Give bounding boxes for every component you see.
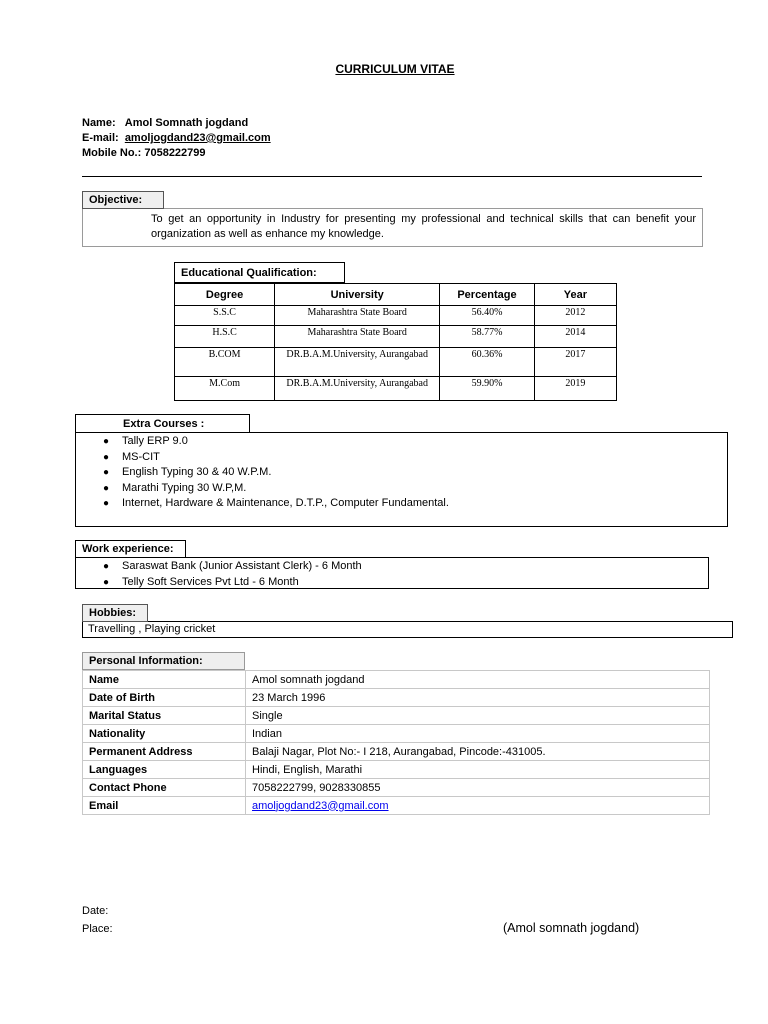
- work-experience-box: [75, 557, 709, 589]
- list-item: ● Marathi Typing 30 W.P,M.: [76, 481, 716, 497]
- education-col-year: Year: [534, 284, 616, 306]
- table-row: [83, 671, 710, 689]
- hobbies-box: [82, 621, 733, 638]
- list-item: ● MS-CIT: [76, 450, 716, 466]
- field-label: Contact Phone: [83, 779, 246, 797]
- bullet-icon: ●: [103, 467, 110, 478]
- field-value: Indian: [246, 725, 710, 743]
- name-label: Name:: [82, 117, 116, 129]
- table-row: [83, 743, 710, 761]
- bullet-icon: ●: [103, 498, 110, 509]
- field-label: Nationality: [83, 725, 246, 743]
- table-cell: 59.90%: [440, 377, 535, 401]
- email-link[interactable]: amoljogdand23@gmail.com: [252, 799, 389, 812]
- field-label: Name: [83, 671, 246, 689]
- personal-info-label: Personal Information:: [82, 652, 245, 670]
- contact-mobile-line: [82, 146, 206, 161]
- education-header-row: [175, 284, 617, 306]
- extra-courses-label: Extra Courses :: [75, 414, 250, 433]
- list-item: ● Internet, Hardware & Maintenance, D.T.P., Computer Fundamental.: [76, 496, 716, 512]
- date-label: Date:: [82, 905, 109, 917]
- table-cell: DR.B.A.M.University, Aurangabad: [275, 377, 440, 401]
- field-label: Marital Status: [83, 707, 246, 725]
- education-col-percentage: Percentage: [440, 284, 535, 306]
- table-row: [83, 797, 710, 815]
- email-label: E-mail:: [82, 132, 119, 144]
- objective-text: To get an opportunity in Industry for presenting my professional and technical skills that can benefit your organization as well as enhance my knowledge.: [151, 213, 696, 240]
- table-row: [175, 306, 617, 326]
- table-row: [83, 725, 710, 743]
- table-cell: 58.77%: [440, 326, 535, 348]
- table-cell: 2017: [534, 348, 616, 377]
- education-col-degree: Degree: [175, 284, 275, 306]
- field-value: 7058222799, 9028330855: [246, 779, 710, 797]
- field-value: Hindi, English, Marathi: [246, 761, 710, 779]
- mobile-value: 7058222799: [144, 147, 206, 159]
- contact-name-line: [82, 116, 248, 131]
- education-label: Educational Qualification:: [174, 262, 345, 283]
- list-item: ● Tally ERP 9.0: [76, 434, 716, 450]
- field-label: Permanent Address: [83, 743, 246, 761]
- table-cell: B.COM: [175, 348, 275, 377]
- work-experience-list: [76, 559, 696, 590]
- field-label: Languages: [83, 761, 246, 779]
- bullet-icon: ●: [103, 482, 110, 494]
- bullet-icon: ●: [103, 451, 110, 463]
- signature: (Amol somnath jogdand): [503, 921, 640, 935]
- list-item: ● Telly Soft Services Pvt Ltd - 6 Month: [76, 575, 696, 591]
- table-cell: M.Com: [175, 377, 275, 401]
- mobile-label: Mobile No.:: [82, 147, 142, 159]
- field-value: 23 March 1996: [246, 689, 710, 707]
- table-row: [83, 707, 710, 725]
- table-cell: Maharashtra State Board: [275, 306, 440, 326]
- table-cell: S.S.C: [175, 306, 275, 326]
- education-col-university: University: [275, 284, 440, 306]
- hobbies-text: Travelling , Playing cricket: [88, 623, 216, 635]
- work-experience-label: Work experience:: [75, 540, 186, 558]
- table-row: [83, 761, 710, 779]
- field-value: Single: [246, 707, 710, 725]
- bullet-icon: ●: [103, 561, 110, 572]
- list-item: ● English Typing 30 & 40 W.P.M.: [76, 465, 716, 481]
- table-row: [175, 326, 617, 348]
- personal-info-table: [82, 670, 710, 815]
- table-cell: 2012: [534, 306, 616, 326]
- field-label: Email: [83, 797, 246, 815]
- list-item: ● Saraswat Bank (Junior Assistant Clerk) - 6 Month: [76, 559, 696, 575]
- bullet-icon: ●: [103, 436, 110, 447]
- table-cell: 2019: [534, 377, 616, 401]
- table-row: [83, 779, 710, 797]
- education-table: [174, 283, 617, 401]
- objective-box: [82, 208, 703, 247]
- field-value: Amol somnath jogdand: [246, 671, 710, 689]
- table-cell: Maharashtra State Board: [275, 326, 440, 348]
- table-cell: 2014: [534, 326, 616, 348]
- table-cell: 60.36%: [440, 348, 535, 377]
- field-label: Date of Birth: [83, 689, 246, 707]
- hobbies-label: Hobbies:: [82, 604, 148, 622]
- email-value[interactable]: amoljogdand23@gmail.com: [124, 132, 271, 144]
- table-cell: 56.40%: [440, 306, 535, 326]
- table-cell: DR.B.A.M.University, Aurangabad: [275, 348, 440, 377]
- bullet-icon: ●: [103, 576, 110, 588]
- table-row: [83, 689, 710, 707]
- header-divider: [82, 176, 702, 177]
- field-value: [246, 797, 710, 815]
- field-value: Balaji Nagar, Plot No:- I 218, Aurangabad, Pincode:-431005.: [246, 743, 710, 761]
- place-label: Place:: [82, 923, 113, 935]
- name-value: Amol Somnath jogdand: [124, 117, 249, 129]
- contact-email-line: [82, 131, 271, 146]
- page-title: CURRICULUM VITAE: [335, 62, 455, 76]
- table-cell: H.S.C: [175, 326, 275, 348]
- table-row: [175, 348, 617, 377]
- extra-courses-list: [76, 434, 716, 512]
- extra-courses-box: [75, 432, 728, 527]
- table-row: [175, 377, 617, 401]
- objective-label: Objective:: [82, 191, 164, 209]
